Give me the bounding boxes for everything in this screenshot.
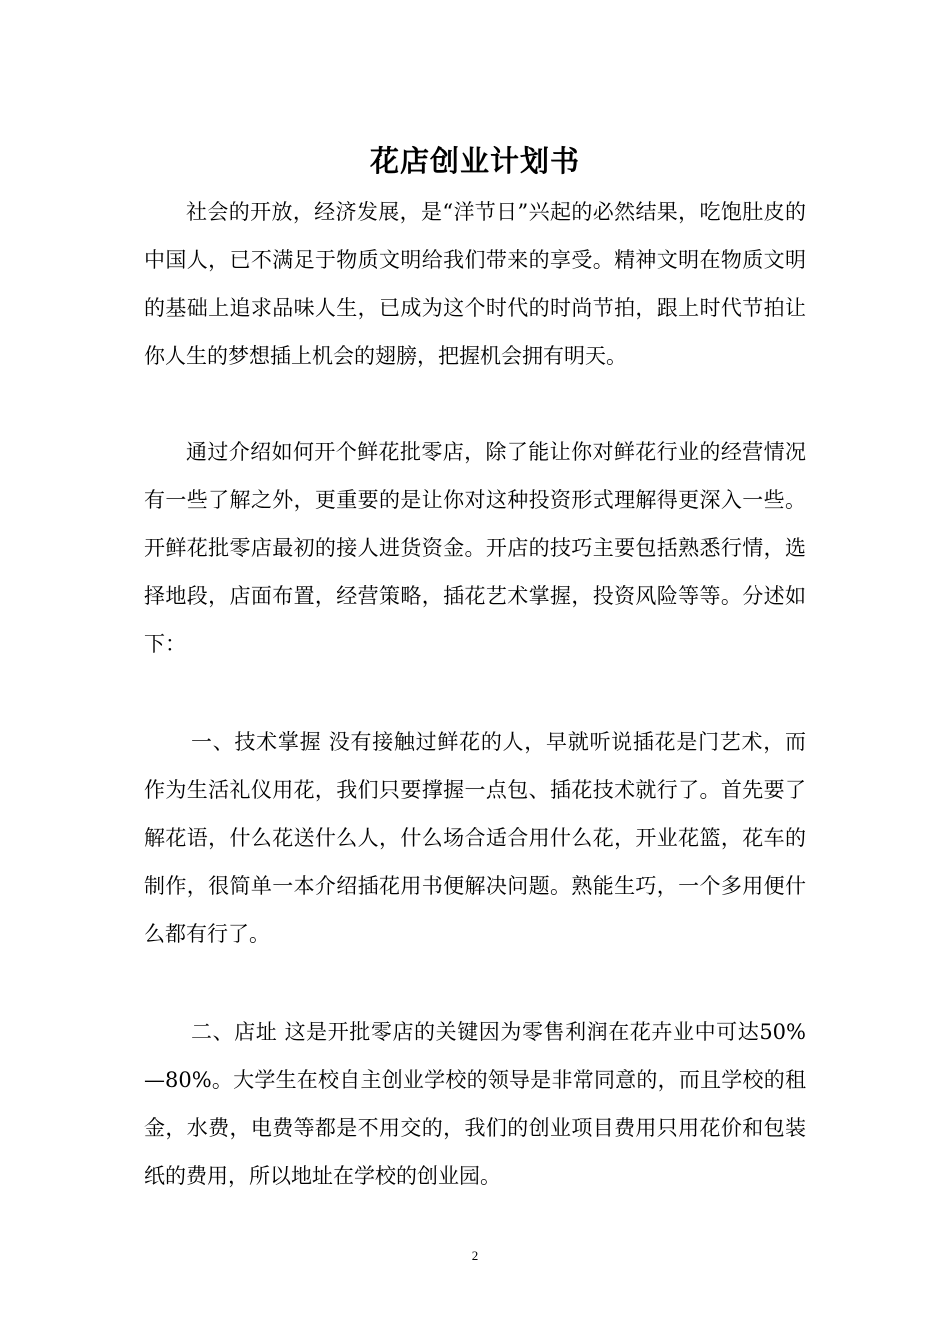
paragraph-technique: 一、技术掌握 没有接触过鲜花的人，早就听说插花是门艺术，而作为生活礼仪用花，我们只要撑握一点包、插花技术就行了。首先要了解花语，什么花送什么人，什么场合适合用什么花，开业花篮，花车的制作，很简单一本介绍插花用书便解决问题。熟能生巧，一个多用便什么都有行了。: [144, 730, 806, 946]
document-title: 花店创业计划书: [369, 144, 580, 179]
page-number: 2: [471, 1248, 479, 1263]
paragraph-intro: 社会的开放，经济发展，是“洋节日”兴起的必然结果，吃饱肚皮的中国人，已不满足于物质文明给我们带来的享受。精神文明在物质文明的基础上追求品味人生，已成为这个时代的时尚节拍，跟上时代节拍让你人生的梦想插上机会的翅膀，把握机会拥有明天。: [144, 200, 806, 368]
paragraph-overview: 通过介绍如何开个鲜花批零店，除了能让你对鲜花行业的经营情况有一些了解之外，更重要的是让你对这种投资形式理解得更深入一些。开鲜花批零店最初的接人进货资金。开店的技巧主要包括熟悉行情，选择地段，店面布置，经营策略，插花艺术掌握，投资风险等等。分述如下：: [144, 440, 806, 656]
paragraph-location: 二、店址 这是开批零店的关键因为零售利润在花卉业中可达50%—80%。大学生在校自主创业学校的领导是非常同意的，而且学校的租金，水费，电费等都是不用交的，我们的创业项目费用只用花价和包装纸的费用，所以地址在学校的创业园。: [144, 1020, 806, 1188]
document-body: [144, 188, 806, 1248]
